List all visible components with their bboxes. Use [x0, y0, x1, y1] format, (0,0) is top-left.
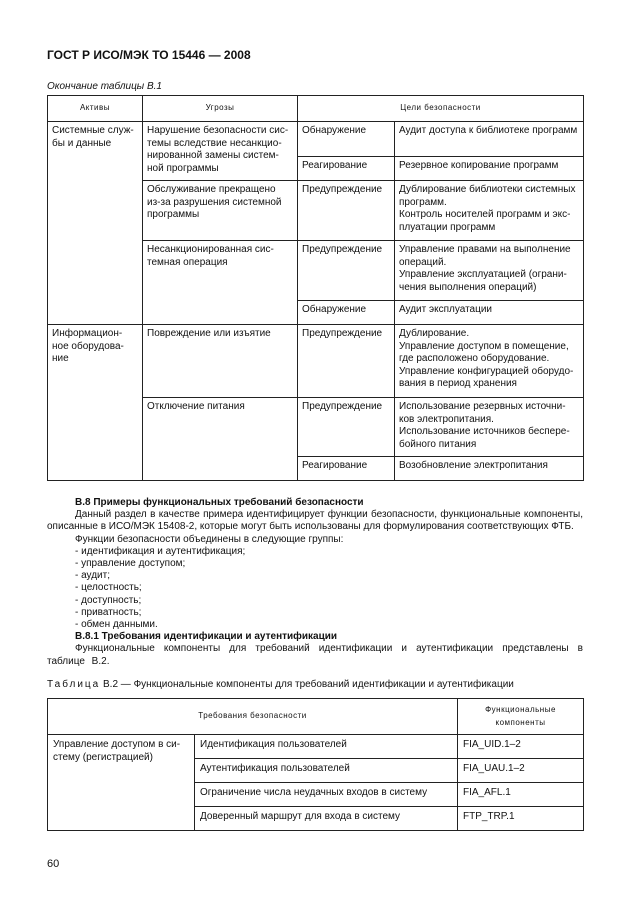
goal-cell: Управление правами на выполнение операций. Управление эксплуатацией (ограни- чения выполнения операций) [395, 241, 584, 301]
table-b2 [47, 698, 584, 831]
threat-cell: Отключение питания [143, 398, 298, 481]
goal-cell: Дублирование библиотеки системных программ. Контроль носителей программ и экс- плуатации программ [395, 181, 584, 241]
asset-cell: Системные служ- бы и данные [48, 122, 143, 325]
list-item: - целостность; [75, 582, 142, 594]
table-b1 [47, 95, 584, 481]
list-item: - аудит; [75, 570, 111, 582]
table-row [48, 735, 584, 759]
goal-cell: Резервное копирование программ [395, 157, 584, 181]
list-item: - идентификация и аутентификация; [75, 545, 246, 557]
col-header-goals: Цели безопасности [298, 96, 584, 122]
section-heading: В.8 Примеры функциональных требований безопасности [75, 497, 364, 508]
goal-type-cell: Предупреждение [298, 181, 395, 241]
col-header-requirements: Требования безопасности [48, 699, 458, 735]
page-number: 60 [47, 858, 60, 870]
threat-cell: Несанкционированная сис- темная операция [143, 241, 298, 325]
list-item: - доступность; [75, 594, 142, 606]
requirement-cell: Идентификация пользователей [195, 735, 458, 759]
goal-type-cell: Предупреждение [298, 241, 395, 301]
paragraph: Данный раздел в качестве примера идентифицирует функции безопасности, функциональные компоненты, описанные в ИСО/МЭК 15408-2, которые могут быть использованы для формулирования соответствующих ФТБ. [47, 509, 583, 533]
goal-type-cell: Реагирование [298, 457, 395, 481]
paragraph: Функциональные компоненты для требований идентификации и аутентификации представлены в таблице В.2. [47, 643, 583, 667]
goal-cell: Возобновление электропитания [395, 457, 584, 481]
col-header-components: Функциональные компоненты [458, 699, 584, 735]
goal-type-cell: Реагирование [298, 157, 395, 181]
component-cell: FIA_AFL.1 [458, 783, 584, 807]
threat-cell: Нарушение безопасности сис- темы вследствие несанкцио- нированной замены систем- ной программы [143, 122, 298, 181]
paragraph: Функции безопасности объединены в следующие группы: [75, 533, 344, 545]
table-row [48, 122, 584, 157]
component-cell: FTP_TRP.1 [458, 807, 584, 831]
goal-cell: Аудит эксплуатации [395, 301, 584, 325]
goal-type-cell: Предупреждение [298, 398, 395, 457]
component-cell: FIA_UAU.1–2 [458, 759, 584, 783]
table1-caption: Окончание таблицы В.1 [47, 81, 162, 92]
list-item: - обмен данными. [75, 619, 158, 631]
threat-cell: Повреждение или изъятие [143, 325, 298, 398]
component-cell: FIA_UID.1–2 [458, 735, 584, 759]
list-item: - приватность; [75, 606, 142, 618]
col-header-threats: Угрозы [143, 96, 298, 122]
document-header: ГОСТ Р ИСО/МЭК ТО 15446 — 2008 [47, 48, 251, 62]
col-header-assets: Активы [48, 96, 143, 122]
goal-type-cell: Обнаружение [298, 122, 395, 157]
list-item: - управление доступом; [75, 558, 186, 570]
goal-type-cell: Предупреждение [298, 325, 395, 398]
requirement-cell: Аутентификация пользователей [195, 759, 458, 783]
table2-caption [47, 679, 514, 690]
threat-cell: Обслуживание прекращено из-за разрушения системной программы [143, 181, 298, 241]
requirement-cell: Доверенный маршрут для входа в систему [195, 807, 458, 831]
goal-cell: Дублирование. Управление доступом в помещение, где расположено оборудование. Управление конфигурацией оборудо- вания в период хранения [395, 325, 584, 398]
goal-cell: Использование резервных источни- ков электропитания. Использование источников беспере- бойного питания [395, 398, 584, 457]
subsection-heading: В.8.1 Требования идентификации и аутентификации [75, 631, 338, 643]
group-cell: Управление доступом в си- стему (регистрацией) [48, 735, 195, 831]
table-row [48, 325, 584, 398]
table2-caption-text: В.2 — Функциональные компоненты для требований идентификации и аутентификации [100, 679, 514, 690]
goal-cell: Аудит доступа к библиотеке программ [395, 122, 584, 157]
requirement-cell: Ограничение числа неудачных входов в систему [195, 783, 458, 807]
goal-type-cell: Обнаружение [298, 301, 395, 325]
section-b8 [47, 497, 583, 668]
asset-cell: Информацион- ное оборудова- ние [48, 325, 143, 481]
table2-caption-label: Таблица [47, 679, 101, 690]
